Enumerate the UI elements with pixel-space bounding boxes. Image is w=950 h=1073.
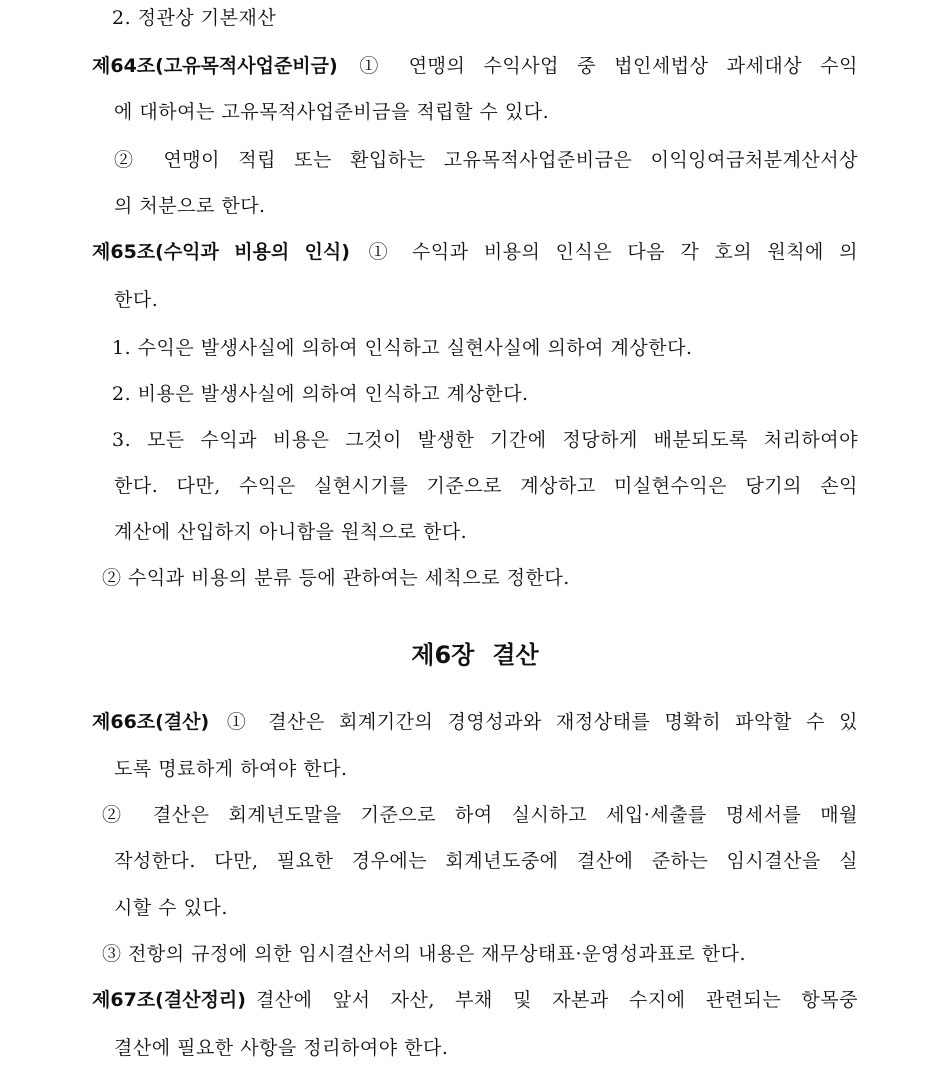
article-65-item-3-line2: 한다. 다만, 수익은 실현시기를 기준으로 계상하고 미실현수익은 당기의 손익 [114, 475, 858, 497]
article-67 [92, 988, 858, 1012]
article-65-title: 제65조(수익과 비용의 인식) [92, 241, 350, 263]
article-66-para2-line2: 작성한다. 다만, 필요한 경우에는 회계년도중에 결산에 준하는 임시결산을 실 [114, 850, 858, 872]
item-2-basic-property: 2. 정관상 기본재산 [112, 7, 277, 29]
article-65-item-2: 2. 비용은 발생사실에 의하여 인식하고 계상한다. [112, 383, 529, 405]
article-65-item-3-line1: 3. 모든 수익과 비용은 그것이 발생한 기간에 정당하게 배분되도록 처리하여야 [112, 429, 858, 451]
article-65-para1-line1: ① 수익과 비용의 인식은 다음 각 호의 원칙에 의 [359, 241, 858, 263]
article-64 [92, 54, 858, 78]
article-66 [92, 710, 858, 734]
article-64-para1-line2: 에 대하여는 고유목적사업준비금을 적립할 수 있다. [114, 101, 550, 123]
article-67-title: 제67조(결산정리) [92, 989, 246, 1011]
article-67-line1: 결산에 앞서 자산, 부채 및 자본과 수지에 관련되는 항목중 [255, 989, 858, 1011]
chapter-heading [0, 641, 950, 669]
article-65-para2: ② 수익과 비용의 분류 등에 관하여는 세칙으로 정한다. [102, 567, 570, 589]
article-65 [92, 240, 858, 264]
article-66-para1-line2: 도록 명료하게 하여야 한다. [114, 758, 348, 780]
article-66-title: 제66조(결산) [92, 711, 210, 733]
article-64-para2-line1: ② 연맹이 적립 또는 환입하는 고유목적사업준비금은 이익잉여금처분계산서상 [114, 149, 858, 171]
article-66-para3: ③ 전항의 규정에 의한 임시결산서의 내용은 재무상태표·운영성과표로 한다. [102, 943, 746, 965]
article-64-para1-line1: ① 연맹의 수익사업 중 법인세법상 과세대상 수익 [347, 55, 858, 77]
article-66-para2-line1: ② 결산은 회계년도말을 기준으로 하여 실시하고 세입·세출를 명세서를 매월 [102, 804, 858, 826]
article-65-item-1: 1. 수익은 발생사실에 의하여 인식하고 실현사실에 의하여 계상한다. [112, 337, 693, 359]
article-64-title: 제64조(고유목적사업준비금) [92, 55, 338, 77]
article-66-para2-line3: 시할 수 있다. [114, 897, 228, 919]
article-67-line2: 결산에 필요한 사항을 정리하여야 한다. [114, 1037, 449, 1059]
chapter-number: 제6장 [411, 641, 475, 669]
chapter-name: 결산 [492, 641, 539, 669]
article-66-para1-line1: ① 결산은 회계기간의 경영성과와 재정상태를 명확히 파악할 수 있 [219, 711, 858, 733]
article-65-para1-line2: 한다. [114, 289, 159, 311]
article-64-para2-line2: 의 처분으로 한다. [114, 195, 266, 217]
article-65-item-3-line3: 계산에 산입하지 아니함을 원칙으로 한다. [114, 521, 468, 543]
